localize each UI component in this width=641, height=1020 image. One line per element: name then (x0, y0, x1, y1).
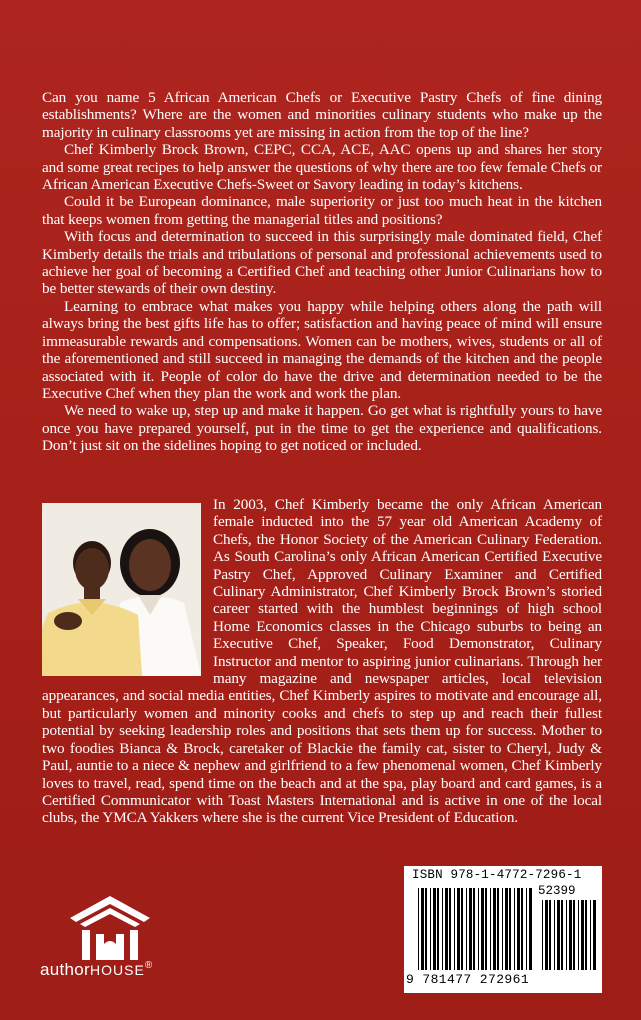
barcode-bar (421, 888, 424, 970)
blurb-paragraph: We need to wake up, step up and make it happen. Go get what is rightfully yours to have once you have prepared yourself, put in the time to get the experience and qualifications. Don’t just sit on the sidelines hoping to get noticed or included. (42, 402, 602, 455)
barcode-bar (529, 888, 532, 970)
trademark-symbol: ® (144, 960, 153, 971)
blurb-paragraph: Can you name 5 African American Chefs or Executive Pastry Chefs of fine dining establishments? Where are the women and minorities culinary students who make up the majority in culinary classrooms yet are missing in action from the top of the line? (42, 89, 602, 141)
barcode-bar (490, 888, 491, 970)
barcode-bar (578, 900, 579, 970)
barcode-bar (573, 900, 575, 970)
barcode-bar (466, 888, 467, 970)
barcode-bar (473, 888, 475, 970)
barcode-bar (502, 888, 503, 970)
barcode-bar (590, 900, 591, 970)
blurb-paragraph: Chef Kimberly Brock Brown, CEPC, CCA, ACE, AAC opens up and shares her story and some great recipes to help answer the questions of why there are too few female Chefs or African American Executive Chefs-Sweet or Savory leading in today’s kitchens. (42, 141, 602, 194)
blurb-paragraph: With focus and determination to succeed in this surprisingly male dominated field, Chef Kimberly details the trials and tribulations of personal and professional achievements used to achieve her goal of becoming a Certified Chef and teaching other Junior Culinarians how to be better stewards of their own destiny. (42, 228, 602, 298)
barcode-bar (425, 888, 427, 970)
barcode-bar (526, 888, 527, 970)
price-code: 52399 (538, 884, 576, 898)
barcode-bar (566, 900, 567, 970)
barcode-bar (497, 888, 499, 970)
blurb-paragraph: Could it be European dominance, male superiority or just too much heat in the kitchen that keeps women from getting the managerial titles and positions? (42, 193, 602, 228)
barcode-bar (478, 888, 479, 970)
barcode-bar (437, 888, 439, 970)
barcode-bar (569, 900, 572, 970)
publisher-logo (40, 960, 152, 980)
author-bio (42, 496, 602, 827)
publisher-name-prefix: author (40, 960, 91, 979)
barcode-bar (454, 888, 455, 970)
barcode-bar (445, 888, 448, 970)
blurb-paragraph: Learning to embrace what makes you happy while helping others along the path will always bring the best gifts life has to offer; satisfaction and having peace of mind will ensure immeasurable rewards and compensations. Women can be mothers, wives, students or all of the aforementioned and still succeed in managing the demands of the kitchen and the people associated with it. People of color do have the drive and determination needed to be the Executive Chef when they plan the work and work the plan. (42, 297, 602, 402)
barcode-bar (549, 900, 551, 970)
photo-spacer (42, 496, 213, 683)
blurb-text (42, 89, 602, 455)
publisher-name-suffix: HOUSE (90, 962, 145, 978)
barcode-bar (485, 888, 487, 970)
barcode-bars (412, 886, 598, 972)
barcode-bar (442, 888, 443, 970)
barcode-bar (561, 900, 563, 970)
barcode-bar (554, 900, 555, 970)
barcode-bar (593, 900, 596, 970)
barcode-bar (430, 888, 431, 970)
barcode-bar (469, 888, 472, 970)
barcode-bar (557, 900, 560, 970)
isbn-label: ISBN 978-1-4772-7296-1 (412, 868, 582, 882)
barcode-bar (493, 888, 496, 970)
barcode-bar (461, 888, 463, 970)
barcode-bar (449, 888, 451, 970)
isbn-barcode (404, 866, 602, 993)
barcode-bar (418, 888, 419, 970)
barcode-bar (433, 888, 436, 970)
barcode-bar (457, 888, 460, 970)
isbn-digits: 9 781477 272961 (406, 972, 530, 987)
barcode-bar (545, 900, 548, 970)
barcode-bar (505, 888, 508, 970)
barcode-bar (517, 888, 520, 970)
barcode-bar (481, 888, 484, 970)
barcode-bar (585, 900, 587, 970)
barcode-bar (521, 888, 523, 970)
barcode-bar (542, 900, 543, 970)
author-bio-text: In 2003, Chef Kimberly became the only African American female inducted into the 57 year old American Academy of Chefs, the Honor Society of the American Culinary Federation. As South Carolina’s only African American Certified Executive Pastry Chef, Approved Culinary Examiner and Certified Culinary Administrator, Chef Kimberly Brock Brown’s storied career started with the humblest beginnings of high school Home Economics classes in the Chicago suburbs to being an Executive Chef, Speaker, Food Demonstrator, Culinary Instructor and mentor to aspiring junior culinarians. Through her many magazine and newspaper articles, local television appearances, and social media entities, Chef Kimberly aspires to motivate and encourage all, but particularly women and minority cooks and chefs to step up and reach their fullest potential by seeking leadership roles and positions that sets them up for success. Mother to two foodies Bianca & Brock, caretaker of Blackie the family cat, sister to Cheryl, Judy & Paul, auntie to a niece & nephew and girlfriend to a few phenomenal women, Chef Kimberly loves to travel, read, spend time on the beach and at the spa, play board and card games, is a Certified Communicator with Toast Masters International and is active in one of the local clubs, the YMCA Yakkers where she is the current Vice President of Education. (42, 496, 602, 827)
barcode-bar (514, 888, 515, 970)
barcode-bar (581, 900, 584, 970)
barcode-bar (509, 888, 511, 970)
